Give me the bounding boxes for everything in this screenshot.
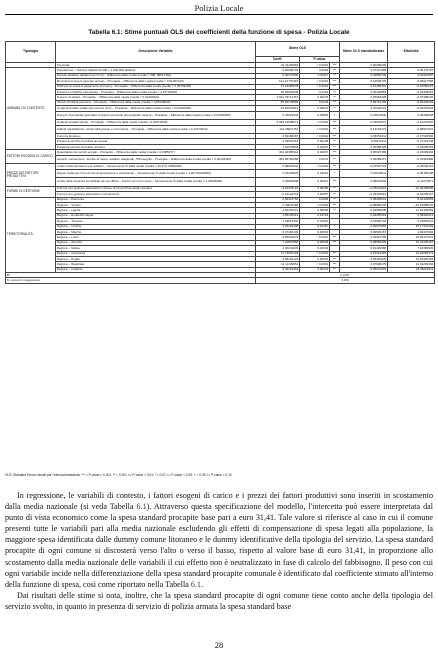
col-header-descrizione: Descrizione Variabile <box>56 42 256 63</box>
row-elasticity: –6,62205147 <box>388 192 435 197</box>
row-significance: * <box>330 224 340 229</box>
row-std-coefficient: 0,03611530 <box>340 111 388 120</box>
row-description: Numero di sinistri – Procapite – Differenza dalla media (media = 0,00100321) <box>56 95 256 100</box>
col-header-coeff: Coeff. <box>256 57 300 63</box>
row-std-coefficient: –0,08896232 <box>340 203 388 208</box>
row-significance: ** <box>330 208 340 213</box>
row-coefficient: 1,55105613 <box>256 213 300 218</box>
row-significance: ** <box>330 139 340 144</box>
row-coefficient: 6,40264262 <box>256 267 300 272</box>
row-std-coefficient: 0,03858638 <box>340 208 388 213</box>
row-coefficient: 11,11439951 <box>256 262 300 267</box>
row-description: Movimenti (numero giornate annue) – Procapite – Differenza dalla media (media = 0,01367449) <box>56 79 256 84</box>
row-pvalue: 0,00657 <box>300 192 330 197</box>
row-elasticity: 5,09960013 <box>388 213 435 218</box>
header-rule <box>5 14 433 15</box>
row-elasticity: 5,23884444 <box>388 219 435 224</box>
table-row <box>6 169 435 178</box>
row-elasticity: -0,11073871 <box>388 178 435 187</box>
row-std-coefficient: 0,12539745 <box>340 79 388 84</box>
footer-value: 3.156 <box>256 278 435 283</box>
row-coefficient: 73,23280578 <box>256 84 300 89</box>
row-significance: *** <box>330 84 340 89</box>
row-description: Regione – Calabria <box>56 267 256 272</box>
row-std-coefficient: 0,23523647 <box>340 120 388 125</box>
row-std-coefficient: 0,01440996 <box>340 246 388 251</box>
row-elasticity: 7,16383945 <box>388 246 435 251</box>
row-std-coefficient: 0,05972111 <box>340 139 388 144</box>
coefficients-table-wrapper <box>5 41 434 284</box>
row-significance: *** <box>330 256 340 261</box>
row-pvalue: < 0,0001 <box>300 203 330 208</box>
table-note: OLS: Standard Errors robusti per l'eteroschedasticità; *** = P-value < 0,001; ** = 0,001 <= P-value < 0,01; * = 0,01 <= P-value < 0,05; + = 0,05 <= P-value < 0,10 <box>5 473 232 477</box>
row-coefficient: 2.099,16998574 <box>256 120 300 125</box>
row-description: Comuni con gestione associata in Unione di comuni/Comunità montana <box>56 186 256 191</box>
paragraph-2: Dai risultati delle stime si nota, inoltre, che la spesa standard procapite di ogni comune tiene conto anche della tipologia del servizio svolto, in quanto in presenza di servizio di polizia armata la spesa standard base <box>5 590 433 611</box>
row-significance: ** <box>330 197 340 202</box>
row-coefficient: 383,96781056 <box>256 155 300 164</box>
row-std-coefficient: 0,06964328 <box>340 95 388 100</box>
group-label: PREZZI DEI FATTORI PRODUTTIVI <box>6 164 56 187</box>
row-std-coefficient: 0,05972033 <box>340 267 388 272</box>
row-std-coefficient: 0,05095941 <box>340 197 388 202</box>
row-elasticity: 11,61369469 <box>388 208 435 213</box>
row-std-coefficient: 0,05280371 <box>340 155 388 164</box>
row-pvalue: < 0,0001 <box>300 251 330 256</box>
row-description: Presenza servizio di polizia notturna <box>56 144 256 149</box>
row-std-coefficient: 0,01925734 <box>340 219 388 224</box>
row-significance: *** <box>330 240 340 245</box>
row-coefficient: 0,01106823 <box>256 169 300 178</box>
row-significance: ** <box>330 95 340 100</box>
row-pvalue: 0,00295 <box>300 186 330 191</box>
row-significance: ** <box>330 106 340 111</box>
row-description: Regione – Campania <box>56 251 256 256</box>
row-coefficient: 8,60940979 <box>256 235 300 240</box>
paragraph-1-text-b: ). Attraverso questa specificazione del modello, l'intercetta può essere interpretata dal punto di vista economico come la spesa standard procapite base pari a euro 31,41. Tale valore si riferisce al caso in cui il comune presenti tutte le variabili pari alla media nazionale escludendo gli effetti di compensazione di spesa legati alla popolazione, la maggiore spesa identificata dalle dummy comune litoraneo e le dummy identificative della tipologia del servizio. La spesa standard procapite di ogni comune si discosterà verso l'alto o verso il basso, rispetto al valore base di euro 31,41, in proporzione allo scostamento dalla media nazionale delle variabili il cui effetto non è neutralizzato in fase di calcolo del fabbisogno. Il peso con cui ogni variabile incide nella differenziazione della spesa standard procapite comunale è identificato dal coefficiente stimato all'interno della funzione di spesa, così come riportato nella Tabella <box>5 502 433 589</box>
col-header-pvalue: P-value <box>300 57 340 63</box>
row-pvalue: < 0,0001 <box>300 63 330 68</box>
row-pvalue: 0,00279 <box>300 95 330 100</box>
row-coefficient: 4,98162123 <box>256 256 300 261</box>
row-std-coefficient: 0,07597723 <box>340 164 388 169</box>
row-std-coefficient: 0,08559439 <box>340 240 388 245</box>
row-significance: * <box>330 111 340 120</box>
row-elasticity: 0,00175787 <box>388 68 435 73</box>
row-description: Densità abitativa (abitanti per Kmq) – Differenza dalla media (media = 308, 99617462) <box>56 73 256 78</box>
row-std-coefficient: 0,07926721 <box>340 106 388 111</box>
row-std-coefficient: 0,08754311 <box>340 134 388 139</box>
row-elasticity: 15,17344403 <box>388 224 435 229</box>
row-coefficient: 36,40994205 <box>256 89 300 94</box>
footer-value: 0,4197 <box>256 273 435 278</box>
row-coefficient: 2,30234233 <box>256 246 300 251</box>
table-row <box>6 111 435 120</box>
row-elasticity: -0,10241687 <box>388 120 435 125</box>
row-pvalue: 0,00012 <box>300 178 330 187</box>
row-pvalue: 0,00128 <box>300 139 330 144</box>
row-elasticity: 0,00369948 <box>388 111 435 120</box>
row-pvalue: < 0,0001 <box>300 262 330 267</box>
row-significance: *** <box>330 262 340 267</box>
row-pvalue: 0,00836 <box>300 208 330 213</box>
group-label: VARIABILI DI CONTESTO <box>6 68 56 150</box>
row-coefficient: 2.944,79714467 <box>256 95 300 100</box>
row-description: Regione – Puglia <box>56 256 256 261</box>
row-coefficient: 43,53331812 <box>256 106 300 111</box>
row-pvalue: 0,0236 <box>300 100 330 105</box>
row-pvalue: < 0,0001 <box>300 134 330 139</box>
row-std-coefficient: –0,05211621 <box>340 186 388 191</box>
row-description: Regione – Umbria <box>56 224 256 229</box>
table-row <box>6 125 435 134</box>
row-std-coefficient: 0,15319465 <box>340 251 388 256</box>
row-elasticity: -0,01409915 <box>388 89 435 94</box>
row-description: Regione – Marche <box>56 229 256 234</box>
row-elasticity: -0,05159198 <box>388 169 435 178</box>
row-coefficient: 0,00172000 <box>256 73 300 78</box>
col-header-stime-ols: Stime OLS <box>256 42 340 57</box>
row-pvalue: 0,00038 <box>300 240 330 245</box>
row-elasticity: -0,00420203 <box>388 100 435 105</box>
table-caption: Tabella 6.1: Stime puntuali OLS dei coefficienti della funzione di spesa - Polizia Locale <box>88 29 350 36</box>
row-description: Incidenti stradali rilevati – Procapite – Differenza dalla media (media = 0,00170203) <box>56 120 256 125</box>
col-header-elasticita: Elasticità <box>388 42 435 63</box>
row-elasticity: –15,19088376 <box>388 203 435 208</box>
row-description: Rutili per la cassa a pagamento (numero) – Procapite – Differenza dalla media (media = 0,00753254) <box>56 84 256 89</box>
row-elasticity: -0,17518966 <box>388 134 435 139</box>
row-description: Addetti manifatturieri, servizi all'ingrosso e commercio – Procapite – Differenza dalla media (media = 0,12173312) <box>56 125 256 134</box>
row-elasticity: -0,47343748 <box>388 139 435 144</box>
row-elasticity: -0,00112587 <box>388 73 435 78</box>
row-pvalue: 0,62515 <box>300 229 330 234</box>
row-pvalue: 0,19718 <box>300 213 330 218</box>
row-significance: ** <box>330 73 340 78</box>
row-coefficient: –7,39031183 <box>256 203 300 208</box>
table-row <box>6 178 435 187</box>
row-description: Regione – Liguria <box>56 208 256 213</box>
row-significance: * <box>330 169 340 178</box>
row-std-coefficient: 0,02874855 <box>340 224 388 229</box>
row-pvalue: 0,01487 <box>300 224 330 229</box>
row-elasticity: -0,01609304 <box>388 150 435 155</box>
footer-label: R² <box>6 273 256 278</box>
row-description: Intercetta <box>56 63 256 68</box>
row-significance: *** <box>330 150 340 155</box>
row-coefficient: 1,33514302 <box>256 219 300 224</box>
group-label: TERRITORIALITÀ <box>6 197 56 272</box>
row-coefficient: 404,46355944 <box>256 150 300 155</box>
row-pvalue: 0,00873 <box>300 106 330 111</box>
row-std-coefficient: 0,05302935 <box>340 256 388 261</box>
row-coefficient: 0,08945942 <box>256 164 300 169</box>
row-elasticity: 31,04293362 <box>388 262 435 267</box>
row-elasticity: –10,45309995 <box>388 186 435 191</box>
row-elasticity: -0,08947031 <box>388 125 435 134</box>
row-description: Accordi, convenzioni, nomine di messi, ausiliari, stagionali, 750 eseguiti – Procapite – Differenza dalla media (media = 0,00134325) <box>56 155 256 164</box>
row-std-coefficient: 0,04865739 <box>340 73 388 78</box>
row-significance: ** <box>330 155 340 164</box>
row-std-coefficient: –0,03443610 <box>340 192 388 197</box>
row-description: Regione – Abruzzo <box>56 240 256 245</box>
table-reference-link[interactable]: 6.1 <box>136 502 147 512</box>
row-significance: *** <box>330 203 340 208</box>
row-elasticity: 31,23335497 <box>388 240 435 245</box>
running-header: Polizia Locale <box>194 3 244 13</box>
row-std-coefficient: 0,14233473 <box>340 125 388 134</box>
row-std-coefficient: 0,05490883 <box>340 89 388 94</box>
row-description: Presenze turistiche (domanda) – Procapite – Differenza dalla media (media = 3,15719902) <box>56 89 256 94</box>
row-significance: *** <box>330 251 340 256</box>
row-std-coefficient: 0,00596157 <box>340 229 388 234</box>
coefficients-table <box>5 41 435 284</box>
row-std-coefficient: 0,03436911 <box>340 169 388 178</box>
row-elasticity: 18,45263311 <box>388 267 435 272</box>
row-coefficient: 6,69188387 <box>256 134 300 139</box>
row-coefficient: –2,16142343 <box>256 192 300 197</box>
row-elasticity: 31,64058173 <box>388 251 435 256</box>
row-elasticity: -0,02376924 <box>388 106 435 111</box>
row-significance: *** <box>330 134 340 139</box>
table-reference-link[interactable]: 6.1 <box>190 579 201 589</box>
row-pvalue: 0,00067 <box>300 150 330 155</box>
footer-label: N. comuni in regressione <box>6 278 256 283</box>
row-pvalue: 0,13034 <box>300 219 330 224</box>
row-significance: ** <box>330 192 340 197</box>
table-body <box>6 63 435 284</box>
row-significance: *** <box>330 120 340 125</box>
row-description: Regione – Emilia Romagna <box>56 213 256 218</box>
row-coefficient: 3,33163198 <box>256 224 300 229</box>
row-coefficient: 0,02849948 <box>256 178 300 187</box>
row-pvalue: 0,0072 <box>300 155 330 164</box>
row-pvalue: 0,0164 <box>300 89 330 94</box>
row-description: Quantitativo dei servizi erogati – Procapite – Differenza dalla media (media = 0,0085477) <box>56 150 256 155</box>
row-significance: *** <box>330 125 340 134</box>
row-pvalue: 0,02013 <box>300 169 330 178</box>
paragraph-1 <box>5 490 433 590</box>
row-description: Comuni con gestione associata in convenzione <box>56 192 256 197</box>
row-significance: ** <box>330 186 340 191</box>
row-pvalue: 0,00123 <box>300 267 330 272</box>
group-label: FORME DI GESTIONE <box>6 186 56 197</box>
row-description: Livello delle locazioni immobiliari ad uso ufficio – Prezzo al mq (in euro) – Scostamento % dalla media (media = 4,49345000) <box>56 178 256 187</box>
row-coefficient: 141,12776315 <box>256 79 300 84</box>
row-description: Regione – Veneto <box>56 203 256 208</box>
row-description: Comune litoraneo <box>56 134 256 139</box>
body-text <box>5 490 433 612</box>
group-label: FATTORI ESOGENI DI CARICO <box>6 150 56 164</box>
row-std-coefficient: 0,07347489 <box>340 68 388 73</box>
row-elasticity: 26,65427521 <box>388 235 435 240</box>
row-coefficient: –3,01378721 <box>256 186 300 191</box>
table-row <box>6 155 435 164</box>
row-coefficient: 144,46811754 <box>256 125 300 134</box>
row-pvalue: < 0,0001 <box>300 235 330 240</box>
row-pvalue: < 0,0001 <box>300 125 330 134</box>
row-std-coefficient: 0,02455463 <box>340 213 388 218</box>
row-std-coefficient: 0,07098179 <box>340 262 388 267</box>
row-elasticity: -0,01961886 <box>388 155 435 164</box>
row-elasticity: -0,44605381 <box>388 144 435 149</box>
row-significance: ** <box>330 100 340 105</box>
row-description: Regione – Molise <box>56 246 256 251</box>
row-significance: *** <box>330 63 340 68</box>
row-description: Spesa media per l'uso di veicoli (autovetture e carburante) – Scostamento % dalla media (media = 1.997,66420000) <box>56 169 256 178</box>
row-description: Regione – Piemonte <box>56 197 256 202</box>
row-coefficient: 0,00000743 <box>256 68 300 73</box>
page-number: 28 <box>214 640 224 650</box>
row-pvalue: 0,40344 <box>300 246 330 251</box>
row-pvalue: 0,0025 <box>300 197 330 202</box>
row-elasticity: 14,20350426 <box>388 256 435 261</box>
row-significance: ** <box>330 89 340 94</box>
row-significance: ** <box>330 144 340 149</box>
table-footer-row <box>6 278 435 283</box>
row-description: Regione – Basilicata <box>56 262 256 267</box>
row-description: Regione – Toscana <box>56 219 256 224</box>
row-std-coefficient: 0,00000000 <box>340 63 388 68</box>
row-description: Popolazione – Numero abitanti (0,000 + 1.000.000 abitanti) <box>56 68 256 73</box>
row-std-coefficient: 0,05627165 <box>340 150 388 155</box>
col-header-tipologia: Tipologia <box>6 42 56 63</box>
row-description: Veicoli circolanti (numero) – Procapite – Differenza dalla media (media = 0,65168030) <box>56 100 256 105</box>
row-std-coefficient: 0,09113795 <box>340 235 388 240</box>
row-significance: *** <box>330 164 340 169</box>
row-pvalue: < 0,0001 <box>300 164 330 169</box>
row-significance: *** <box>330 178 340 187</box>
row-coefficient: 2,39015018 <box>256 139 300 144</box>
row-pvalue: < 0,0001 <box>300 79 330 84</box>
row-description: Numero di pendolari giornalieri entranti ed uscenti dei pendolari uscenti – Procapite – Differenza dalla media (media = 0,03356055) <box>56 111 256 120</box>
row-std-coefficient: 0,04358128 <box>340 144 388 149</box>
row-elasticity: -0,07498432 <box>388 95 435 100</box>
row-coefficient: 6,78023545 <box>256 111 300 120</box>
row-pvalue: 0,03805 <box>300 111 330 120</box>
row-pvalue: < 0,0001 <box>300 120 330 125</box>
row-coefficient: 4,53432372 <box>256 208 300 213</box>
row-significance: *** <box>330 235 340 240</box>
row-pvalue: 0,00117 <box>300 73 330 78</box>
row-description: Regione – Lazio <box>56 235 256 240</box>
row-coefficient: 2,96441756 <box>256 197 300 202</box>
row-std-coefficient: 0,08021849 <box>340 178 388 187</box>
row-pvalue: < 0,0001 <box>300 84 330 89</box>
row-description: Presenza servizio di polizia annonaria <box>56 139 256 144</box>
row-significance: *** <box>330 68 340 73</box>
row-significance: *** <box>330 79 340 84</box>
row-coefficient: 1,61975894 <box>256 144 300 149</box>
row-coefficient: 0,47403103 <box>256 229 300 234</box>
row-elasticity: -0,01650215 <box>388 84 435 89</box>
row-std-coefficient: 0,16465301 <box>340 84 388 89</box>
row-description: Costo medio del lavoro per addetto – Scostamento % dalla media (media = 29.379,73680000) <box>56 164 256 169</box>
row-pvalue: 0,00002 <box>300 256 330 261</box>
row-description: Lunghezza delle strade del comune (Km) – Procapite – Differenza dalla media (media = 0,00320408) <box>56 106 256 111</box>
row-pvalue: 0,0003 <box>300 68 330 73</box>
row-significance: ** <box>330 267 340 272</box>
row-elasticity: 8,44133653 <box>388 197 435 202</box>
row-elasticity: 0,00617558 <box>388 79 435 84</box>
row-coefficient: 7,41827856 <box>256 240 300 245</box>
paragraph-1-text-c: . <box>200 579 203 589</box>
row-coefficient: 31,41102563 <box>256 63 300 68</box>
col-header-stime-std: Stime OLS standardizzate <box>340 42 388 63</box>
row-coefficient: 11,74832193 <box>256 251 300 256</box>
row-elasticity: 1,90397940 <box>388 229 435 234</box>
paragraph-1-text-a: In regressione, le variabili di contesto, i fattori esogeni di carico e i prezzi dei fattori produttivi sono inseriti in scostamento dalla media nazionale (si veda Tabella <box>5 491 433 512</box>
row-elasticity: -0,35694716 <box>388 164 435 169</box>
row-std-coefficient: 0,09712796 <box>340 100 388 105</box>
row-coefficient: 65,93178986 <box>256 100 300 105</box>
row-pvalue: 0,01097 <box>300 144 330 149</box>
